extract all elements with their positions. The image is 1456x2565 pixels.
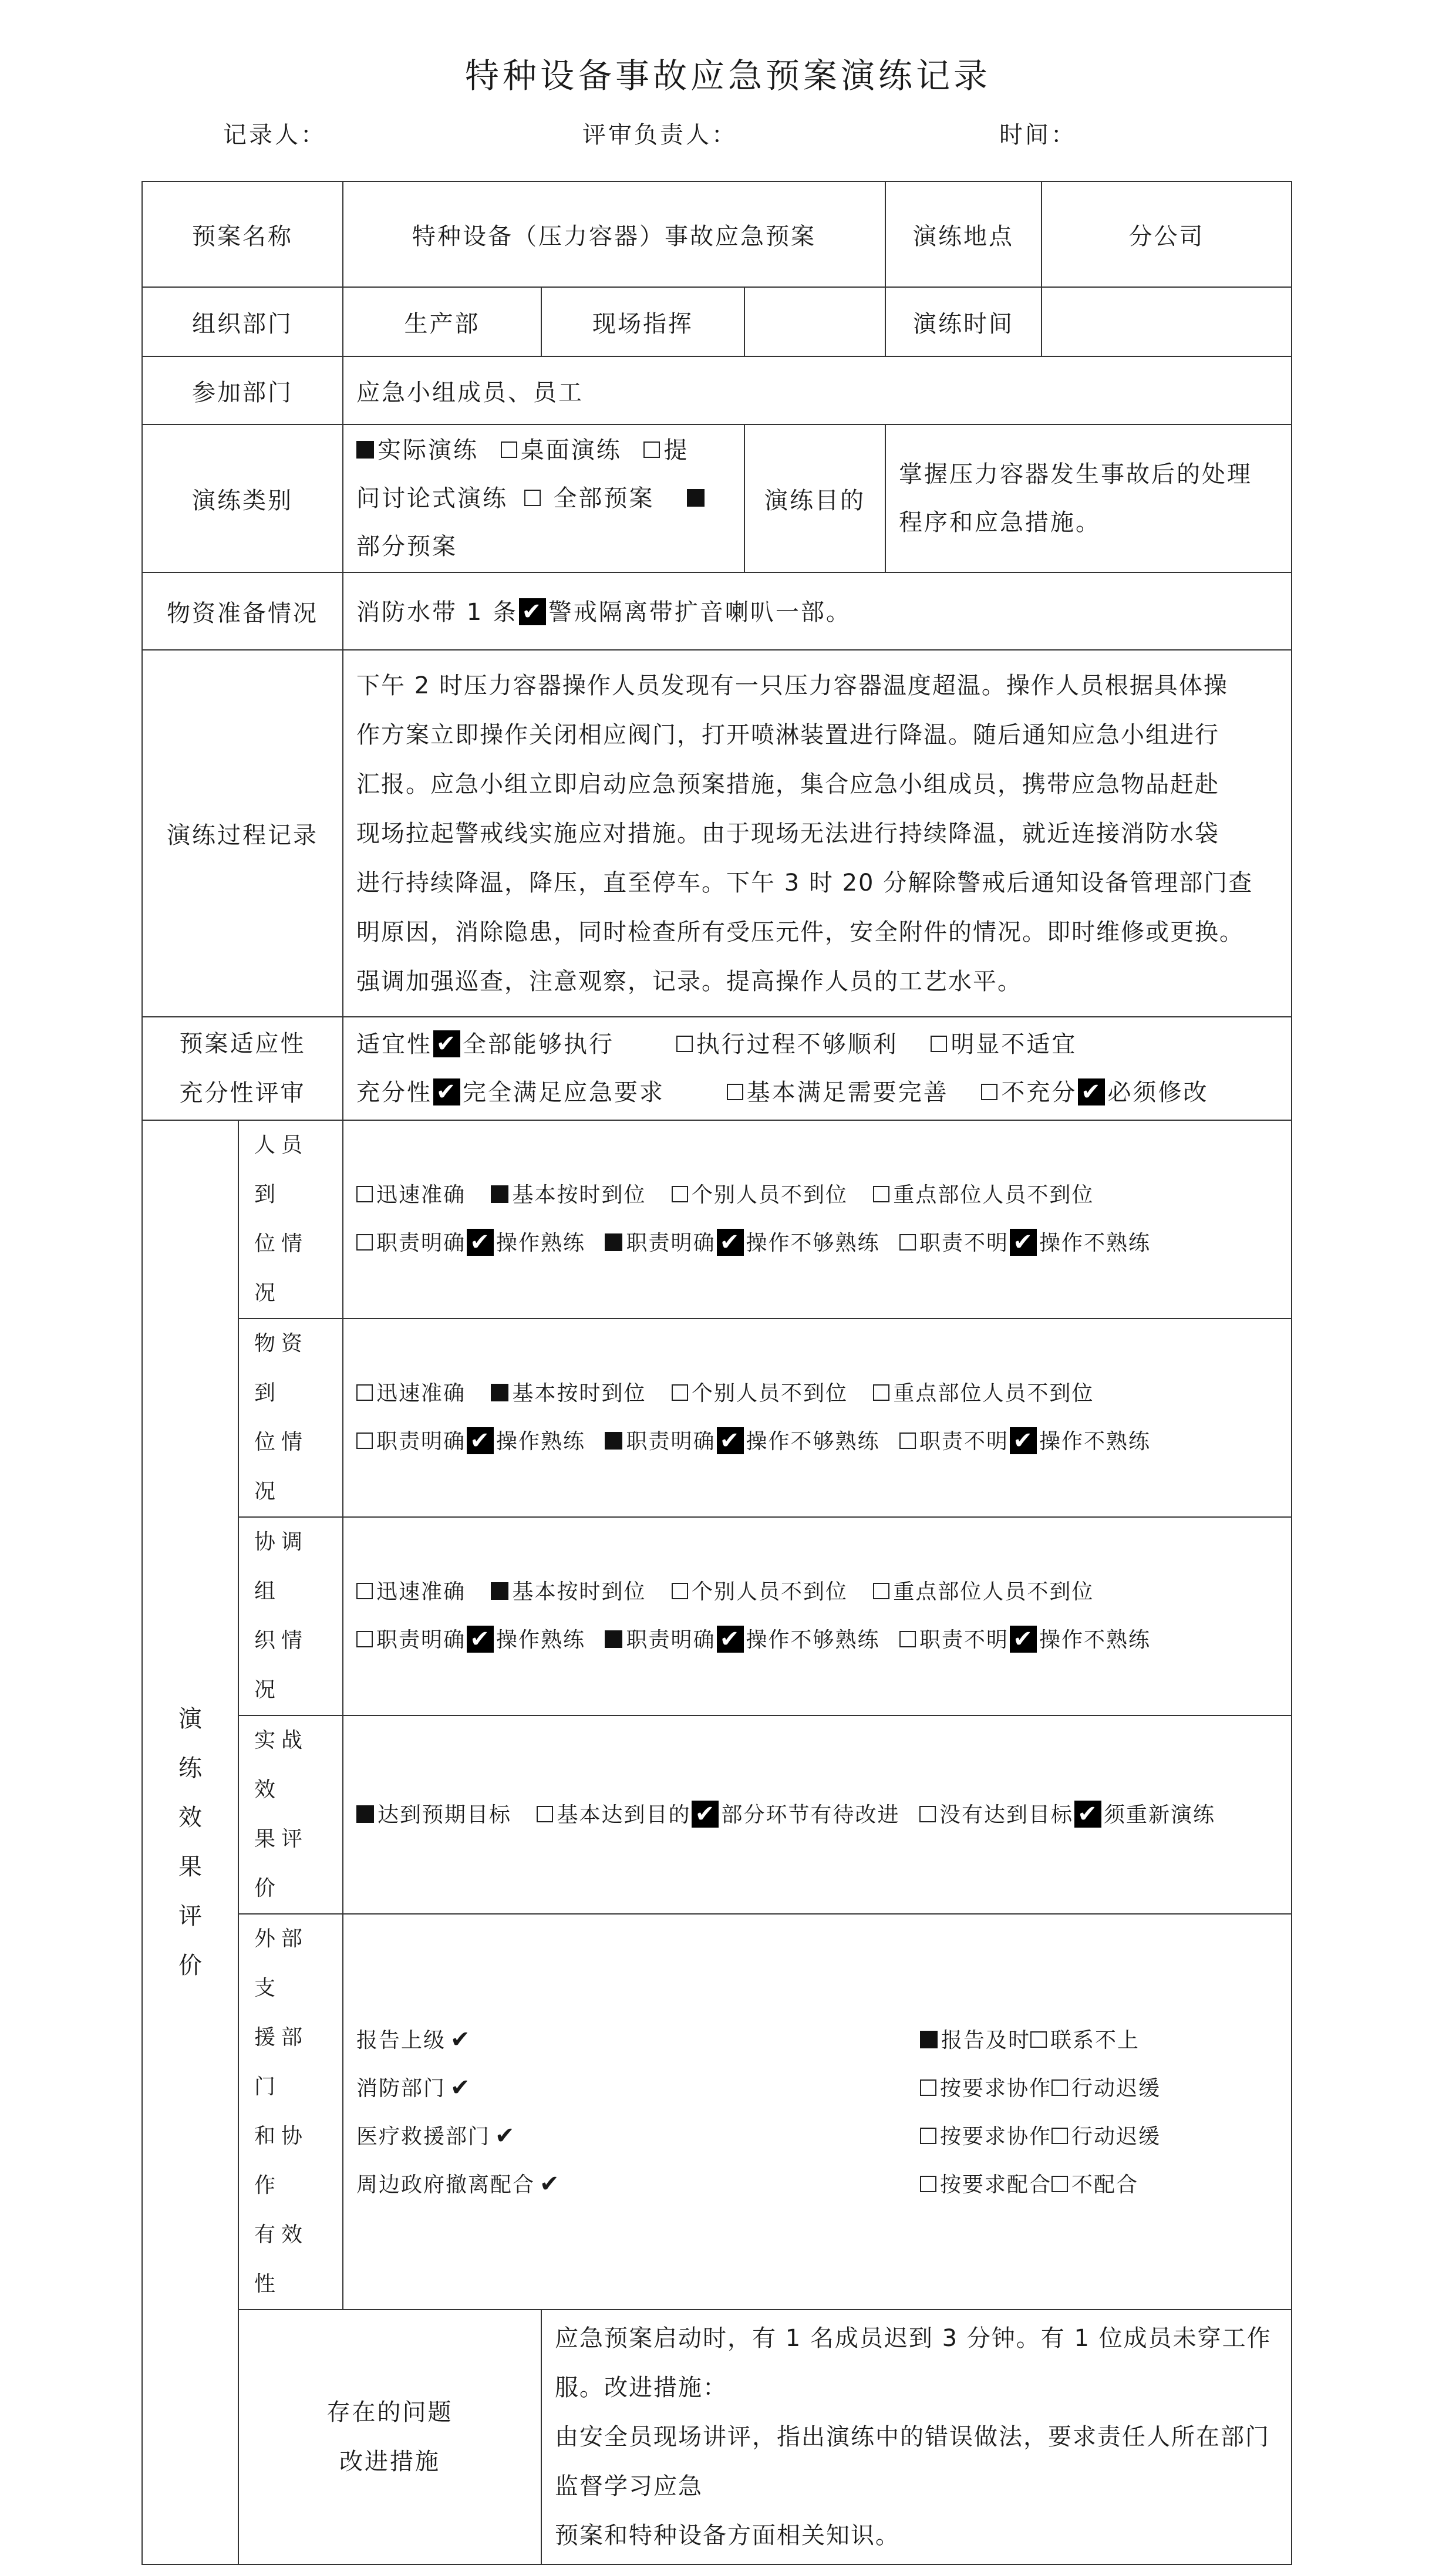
drill-record-table	[141, 181, 1292, 2565]
suitability-option: 明显不适宜	[951, 1031, 1077, 1058]
combat-label-line: 果评价	[254, 1827, 309, 1900]
checked-box-icon	[920, 2031, 938, 2048]
process-line: 进行持续降温，降压，直至停车。下午 3 时 20 分解除警戒后通知设备管理部门查	[356, 869, 1253, 896]
empty-box-icon	[1051, 2079, 1068, 2096]
option-text: 基本达到目的	[557, 1803, 691, 1827]
option-text: 操作熟练	[496, 1430, 586, 1454]
empty-box-icon	[899, 1631, 916, 1647]
checkmark-icon: ✔	[1010, 1229, 1037, 1256]
effect-side-char: 果	[178, 1853, 202, 1880]
empty-box-icon	[672, 1384, 688, 1401]
checked-box-icon	[491, 1384, 508, 1401]
purpose-value	[885, 424, 1292, 572]
option-text: 操作不够熟练	[746, 1430, 880, 1454]
material-options	[343, 1319, 1292, 1517]
checked-box-icon	[687, 489, 705, 507]
materials-part: 消防水带 1 条	[356, 599, 518, 626]
option-text: 职责不明	[919, 1430, 1009, 1454]
effect-side-char: 练	[178, 1755, 202, 1782]
option-text: 重点部位人员不到位	[893, 1381, 1094, 1405]
option-text: 没有达到目标	[939, 1803, 1073, 1827]
empty-box-icon	[873, 1186, 889, 1202]
empty-box-icon	[676, 1036, 693, 1052]
checkmark-icon: ✔	[1010, 1427, 1037, 1454]
option-text: 行动迟缓	[1071, 2125, 1161, 2149]
option-full-plan: 全部预案	[553, 485, 655, 512]
option-text: 基本按时到位	[512, 1183, 646, 1207]
option-text: 职责明确	[376, 1231, 466, 1255]
option-text: 职责不明	[919, 1231, 1009, 1255]
option-text: 迅速准确	[376, 1183, 466, 1207]
option-text: 联系不上	[1050, 2028, 1140, 2052]
checkmark-icon: ✔	[467, 1229, 494, 1256]
option-text: 操作不熟练	[1039, 1231, 1151, 1255]
empty-box-icon	[899, 1433, 916, 1449]
checkmark-icon: ✔	[467, 1427, 494, 1454]
external-dept: 周边政府撤离配合	[356, 2173, 535, 2197]
checkmark-icon: ✔	[1078, 1078, 1105, 1105]
issues-line: 应急预案启动时，有 1 名成员迟到 3 分钟。有 1 位成员未穿工作服。改进措施：	[555, 2325, 1272, 2401]
plan-name-value: 特种设备（压力容器）事故应急预案	[343, 181, 885, 287]
empty-box-icon	[920, 2079, 936, 2096]
category-options	[343, 424, 744, 572]
option-text: 职责明确	[626, 1628, 716, 1652]
effect-side-char: 评	[178, 1903, 202, 1930]
field-command-value	[744, 287, 885, 356]
option-text: 职责明确	[376, 1430, 466, 1454]
process-label: 演练过程记录	[142, 650, 343, 1017]
checkmark-icon: ✔	[519, 598, 546, 625]
process-line: 明原因，消除隐患，同时检查所有受压元件，安全附件的情况。即时维修或更换。	[356, 918, 1244, 946]
issues-label-line: 存在的问题	[326, 2399, 453, 2426]
option-text: 重点部位人员不到位	[893, 1580, 1094, 1604]
option-text: 职责明确	[626, 1430, 716, 1454]
checked-box-icon	[605, 1233, 622, 1251]
page-title: 特种设备事故应急预案演练记录	[464, 56, 991, 96]
option-text: 职责明确	[376, 1628, 466, 1652]
checkmark-icon: ✔	[1074, 1801, 1101, 1828]
empty-box-icon	[643, 441, 660, 458]
empty-box-icon	[920, 2128, 936, 2144]
issues-line: 由安全员现场讲评，指出演练中的错误做法，要求责任人所在部门监督学习应急	[555, 2424, 1270, 2500]
empty-box-icon	[1051, 2176, 1068, 2192]
coordination-label-line: 协调组	[254, 1530, 309, 1603]
materials-value	[343, 572, 1292, 650]
purpose-line: 程序和应急措施。	[899, 509, 1101, 536]
external-label-line: 外部支	[254, 1927, 309, 2000]
coordination-options	[343, 1517, 1292, 1715]
empty-box-icon	[873, 1384, 889, 1401]
option-partial-plan: 部分预案	[356, 533, 457, 560]
process-line: 强调加强巡查，注意观察，记录。提高操作人员的工艺水平。	[356, 968, 1022, 995]
issues-line: 预案和特种设备方面相关知识。	[555, 2522, 900, 2549]
drill-place-label: 演练地点	[885, 181, 1042, 287]
participants-label: 参加部门	[142, 356, 343, 424]
category-label: 演练类别	[142, 424, 343, 572]
option-text: 按要求配合	[940, 2173, 1052, 2197]
option-actual: 实际演练	[378, 437, 478, 464]
option-text: 个别人员不到位	[691, 1381, 848, 1405]
process-line: 下午 2 时压力容器操作人员发现有一只压力容器温度超温。操作人员根据具体操	[356, 672, 1228, 699]
checked-box-icon	[605, 1630, 622, 1648]
material-label	[238, 1319, 343, 1517]
checkmark-icon: ✔	[1010, 1626, 1037, 1653]
coordination-label-line: 织情况	[254, 1629, 309, 1702]
checkmark-icon: ✔	[433, 1078, 460, 1105]
option-text: 操作不熟练	[1039, 1430, 1151, 1454]
process-line: 作方案立即操作关闭相应阀门，打开喷淋装置进行降温。随后通知应急小组进行	[356, 721, 1219, 749]
plan-name-label: 预案名称	[142, 181, 343, 287]
option-text: 操作熟练	[496, 1231, 586, 1255]
combat-label	[238, 1715, 343, 1914]
option-text: 报告及时	[941, 2028, 1031, 2052]
option-text: 操作不够熟练	[746, 1628, 880, 1652]
option-text: 按要求协作	[940, 2125, 1052, 2149]
checkmark-icon: ✔	[433, 1030, 460, 1057]
empty-box-icon	[931, 1036, 947, 1052]
checked-box-icon	[356, 441, 374, 459]
combat-label-line: 实战效	[254, 1728, 309, 1802]
purpose-line: 掌握压力容器发生事故后的处理	[899, 461, 1252, 488]
empty-box-icon	[356, 1631, 373, 1647]
tick-icon: ✔	[495, 2122, 516, 2149]
effect-side-char: 效	[178, 1804, 202, 1831]
org-dept-label: 组织部门	[142, 287, 343, 356]
checkmark-icon: ✔	[467, 1626, 494, 1653]
empty-box-icon	[356, 1186, 373, 1202]
participants-value: 应急小组成员、员工	[343, 356, 1292, 424]
drill-time-value	[1042, 287, 1292, 356]
empty-box-icon	[524, 490, 541, 506]
suitability-option: 执行过程不够顺利	[696, 1031, 898, 1058]
suitability-option: 全部能够执行	[463, 1031, 614, 1058]
empty-box-icon	[672, 1583, 688, 1599]
option-text: 重点部位人员不到位	[893, 1183, 1094, 1207]
empty-box-icon	[873, 1583, 889, 1599]
materials-part: 警戒隔离带扩音喇叭一部。	[548, 599, 851, 626]
option-text: 基本按时到位	[512, 1381, 646, 1405]
empty-box-icon	[356, 1433, 373, 1449]
option-text: 个别人员不到位	[691, 1580, 848, 1604]
personnel-options	[343, 1120, 1292, 1319]
option-text: 迅速准确	[376, 1381, 466, 1405]
external-label-line: 有效性	[254, 2223, 309, 2296]
checked-box-icon	[491, 1185, 508, 1203]
field-command-label: 现场指挥	[541, 287, 744, 356]
suitability-label	[142, 1017, 343, 1120]
option-discussion-a: 提	[663, 437, 689, 464]
option-text: 职责明确	[626, 1231, 716, 1255]
material-label-line: 位情况	[254, 1430, 309, 1504]
external-options	[343, 1914, 1292, 2310]
empty-box-icon	[981, 1084, 997, 1100]
personnel-label	[238, 1120, 343, 1319]
effect-side-label	[142, 1120, 238, 2564]
external-label	[238, 1914, 343, 2310]
checkmark-icon: ✔	[692, 1801, 719, 1828]
option-text: 职责不明	[919, 1628, 1009, 1652]
option-text: 行动迟缓	[1071, 2077, 1161, 2101]
empty-box-icon	[919, 1806, 936, 1822]
empty-box-icon	[1051, 2128, 1068, 2144]
materials-label: 物资准备情况	[142, 572, 343, 650]
suitability-option: 必须修改	[1107, 1079, 1209, 1106]
external-dept: 报告上级	[356, 2028, 446, 2052]
empty-box-icon	[356, 1583, 373, 1599]
issues-label-line: 改进措施	[339, 2448, 440, 2475]
recorder-label: 记录人：	[223, 122, 326, 149]
option-text: 基本按时到位	[512, 1580, 646, 1604]
external-label-line: 援部门	[254, 2025, 309, 2099]
option-text: 迅速准确	[376, 1580, 466, 1604]
suitability-values	[343, 1017, 1292, 1120]
option-text: 须重新演练	[1103, 1803, 1215, 1827]
option-text: 操作不够熟练	[746, 1231, 880, 1255]
process-line: 汇报。应急小组立即启动应急预案措施，集合应急小组成员，携带应急物品赶赴	[356, 770, 1219, 798]
suitability-option: 完全满足应急要求	[463, 1079, 665, 1106]
effect-side-char: 价	[178, 1952, 202, 1979]
suitability-option: 基本满足需要完善	[746, 1079, 949, 1106]
option-text: 部分环节有待改进	[721, 1803, 900, 1827]
personnel-label-line: 位情况	[254, 1232, 309, 1305]
tick-icon: ✔	[540, 2170, 561, 2197]
empty-box-icon	[356, 1234, 373, 1251]
checked-box-icon	[491, 1582, 508, 1600]
checked-box-icon	[356, 1805, 374, 1823]
option-text: 按要求协作	[940, 2077, 1052, 2101]
drill-place-value: 分公司	[1042, 181, 1292, 287]
external-label-line: 和协作	[254, 2124, 309, 2197]
option-text: 操作熟练	[496, 1628, 586, 1652]
checkmark-icon: ✔	[717, 1229, 744, 1256]
process-line: 现场拉起警戒线实施应对措施。由于现场无法进行持续降温，就近连接消防水袋	[356, 820, 1219, 847]
option-discussion-b: 问讨论式演练	[356, 485, 508, 512]
suitability-lead: 充分性	[356, 1079, 432, 1106]
coordination-label	[238, 1517, 343, 1715]
process-text	[343, 650, 1292, 1017]
empty-box-icon	[537, 1806, 553, 1822]
org-dept-value: 生产部	[343, 287, 541, 356]
option-text: 不配合	[1071, 2173, 1139, 2197]
material-label-line: 物资到	[254, 1332, 309, 1405]
empty-box-icon	[727, 1084, 743, 1100]
empty-box-icon	[920, 2176, 936, 2192]
suitability-label-line: 充分性评审	[179, 1080, 306, 1107]
option-tabletop: 桌面演练	[520, 437, 622, 464]
checkmark-icon: ✔	[717, 1427, 744, 1454]
purpose-label: 演练目的	[744, 424, 885, 572]
issues-label	[238, 2310, 541, 2564]
empty-box-icon	[356, 1384, 373, 1401]
effect-side-char: 演	[178, 1705, 202, 1733]
empty-box-icon	[501, 441, 517, 458]
empty-box-icon	[672, 1186, 688, 1202]
issues-text	[541, 2310, 1292, 2564]
checked-box-icon	[605, 1432, 622, 1450]
suitability-lead: 适宜性	[356, 1031, 432, 1058]
empty-box-icon	[1030, 2031, 1047, 2048]
external-dept: 消防部门	[356, 2077, 446, 2101]
external-dept: 医疗救援部门	[356, 2125, 491, 2149]
checkmark-icon: ✔	[717, 1626, 744, 1653]
option-text: 达到预期目标	[378, 1803, 512, 1827]
empty-box-icon	[899, 1234, 916, 1251]
personnel-label-line: 人员到	[254, 1133, 309, 1206]
combat-options	[343, 1715, 1292, 1914]
time-label: 时间：	[999, 122, 1077, 149]
tick-icon: ✔	[450, 2074, 471, 2101]
suitability-option: 不充分	[1001, 1079, 1077, 1106]
tick-icon: ✔	[450, 2026, 471, 2053]
option-text: 个别人员不到位	[691, 1183, 848, 1207]
suitability-label-line: 预案适应性	[179, 1030, 306, 1057]
drill-time-label: 演练时间	[885, 287, 1042, 356]
reviewer-label: 评审负责人：	[582, 122, 737, 149]
option-text: 操作不熟练	[1039, 1628, 1151, 1652]
